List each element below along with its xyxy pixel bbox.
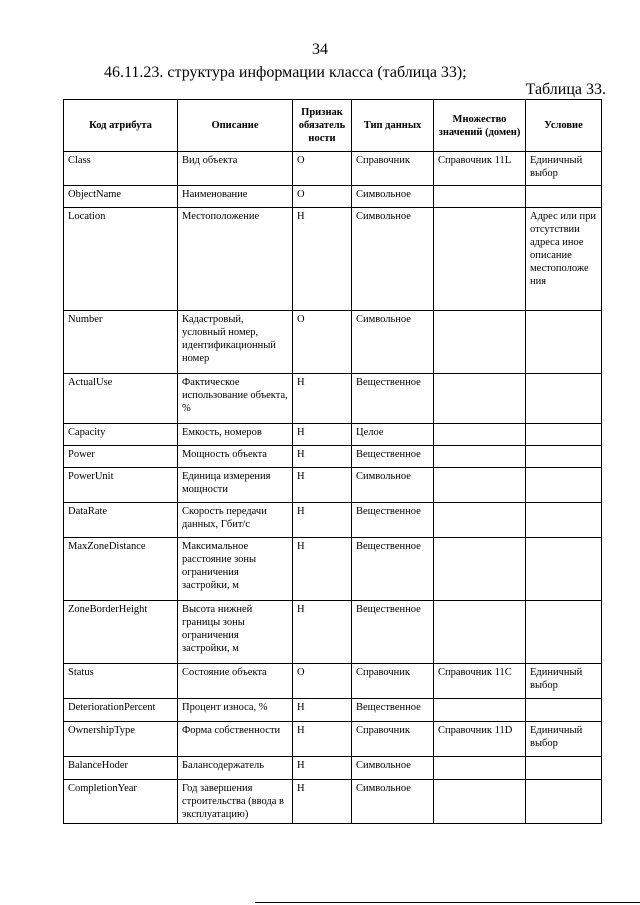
cell-attribute-code: ZoneBorderHeight xyxy=(64,601,178,664)
cell-domain xyxy=(434,446,526,468)
cell-condition xyxy=(526,757,602,780)
table-row xyxy=(64,699,602,722)
cell-required-flag: О xyxy=(293,664,352,699)
cell-description: Кадастровый, условный номер, идентификационный номер xyxy=(178,311,293,374)
cell-attribute-code: DataRate xyxy=(64,503,178,538)
cell-attribute-code: Capacity xyxy=(64,424,178,446)
header-attribute-code: Код атрибута xyxy=(64,100,178,152)
cell-data-type: Справочник xyxy=(352,152,434,186)
cell-attribute-code: OwnershipType xyxy=(64,722,178,757)
cell-attribute-code: Number xyxy=(64,311,178,374)
cell-domain xyxy=(434,208,526,311)
table-row xyxy=(64,311,602,374)
cell-domain xyxy=(434,468,526,503)
cell-condition: Единичный выбор xyxy=(526,722,602,757)
cell-condition xyxy=(526,538,602,601)
cell-required-flag: Н xyxy=(293,468,352,503)
cell-required-flag: Н xyxy=(293,208,352,311)
cell-condition xyxy=(526,186,602,208)
table-row xyxy=(64,468,602,503)
cell-domain xyxy=(434,503,526,538)
cell-domain xyxy=(434,601,526,664)
cell-description: Местоположение xyxy=(178,208,293,311)
header-domain: Множество значений (домен) xyxy=(434,100,526,152)
cell-data-type: Символьное xyxy=(352,780,434,824)
header-required-flag: Признак обязатель ности xyxy=(293,100,352,152)
cell-attribute-code: DeteriorationPercent xyxy=(64,699,178,722)
cell-description: Скорость передачи данных, Гбит/с xyxy=(178,503,293,538)
cell-data-type: Вещественное xyxy=(352,446,434,468)
cell-attribute-code: Power xyxy=(64,446,178,468)
cell-description: Состояние объекта xyxy=(178,664,293,699)
cell-data-type: Вещественное xyxy=(352,699,434,722)
table-row xyxy=(64,664,602,699)
header-data-type: Тип данных xyxy=(352,100,434,152)
cell-condition xyxy=(526,446,602,468)
cell-description: Балансодержатель xyxy=(178,757,293,780)
cell-data-type: Вещественное xyxy=(352,374,434,424)
header-description: Описание xyxy=(178,100,293,152)
cell-required-flag: Н xyxy=(293,722,352,757)
cell-attribute-code: Status xyxy=(64,664,178,699)
table-row xyxy=(64,208,602,311)
cell-domain xyxy=(434,374,526,424)
cell-data-type: Символьное xyxy=(352,186,434,208)
cell-data-type: Справочник xyxy=(352,664,434,699)
cell-required-flag: Н xyxy=(293,538,352,601)
cell-description: Единица измерения мощности xyxy=(178,468,293,503)
page-number: 34 xyxy=(312,41,328,58)
cell-description: Вид объекта xyxy=(178,152,293,186)
table-row xyxy=(64,538,602,601)
cell-condition xyxy=(526,374,602,424)
cell-data-type: Вещественное xyxy=(352,538,434,601)
cell-condition xyxy=(526,601,602,664)
cell-attribute-code: BalanceHoder xyxy=(64,757,178,780)
cell-domain xyxy=(434,699,526,722)
section-heading: 46.11.23. структура информации класса (таблица 33); xyxy=(104,64,467,81)
cell-condition: Единичный выбор xyxy=(526,152,602,186)
cell-required-flag: Н xyxy=(293,446,352,468)
cell-domain: Справочник 11D xyxy=(434,722,526,757)
table-row xyxy=(64,186,602,208)
cell-required-flag: Н xyxy=(293,699,352,722)
cell-description: Процент износа, % xyxy=(178,699,293,722)
cell-domain xyxy=(434,186,526,208)
page-bottom-rule xyxy=(255,902,640,903)
table-header-row xyxy=(64,100,602,152)
attributes-table xyxy=(63,99,602,824)
table-row xyxy=(64,152,602,186)
cell-domain xyxy=(434,424,526,446)
cell-description: Фактическое использование объекта, % xyxy=(178,374,293,424)
cell-condition xyxy=(526,780,602,824)
cell-description: Емкость, номеров xyxy=(178,424,293,446)
table-row xyxy=(64,503,602,538)
cell-required-flag: Н xyxy=(293,374,352,424)
table-caption: Таблица 33. xyxy=(525,81,606,98)
cell-attribute-code: CompletionYear xyxy=(64,780,178,824)
cell-required-flag: Н xyxy=(293,601,352,664)
cell-condition xyxy=(526,503,602,538)
cell-required-flag: Н xyxy=(293,503,352,538)
cell-required-flag: Н xyxy=(293,424,352,446)
cell-required-flag: Н xyxy=(293,757,352,780)
table-body xyxy=(64,152,602,824)
table-row xyxy=(64,424,602,446)
cell-required-flag: О xyxy=(293,186,352,208)
cell-required-flag: О xyxy=(293,152,352,186)
cell-description: Форма собственности xyxy=(178,722,293,757)
cell-data-type: Вещественное xyxy=(352,601,434,664)
cell-condition xyxy=(526,468,602,503)
cell-attribute-code: ActualUse xyxy=(64,374,178,424)
header-condition: Условие xyxy=(526,100,602,152)
cell-description: Мощность объекта xyxy=(178,446,293,468)
cell-description: Высота нижней границы зоны ограничения застройки, м xyxy=(178,601,293,664)
cell-attribute-code: Class xyxy=(64,152,178,186)
cell-domain xyxy=(434,780,526,824)
cell-condition xyxy=(526,699,602,722)
cell-description: Максимальное расстояние зоны ограничения застройки, м xyxy=(178,538,293,601)
cell-data-type: Символьное xyxy=(352,311,434,374)
cell-data-type: Целое xyxy=(352,424,434,446)
cell-attribute-code: PowerUnit xyxy=(64,468,178,503)
cell-domain: Справочник 11С xyxy=(434,664,526,699)
cell-data-type: Вещественное xyxy=(352,503,434,538)
cell-condition: Адрес или при отсутствии адреса иное описание местоположе ния xyxy=(526,208,602,311)
cell-attribute-code: Location xyxy=(64,208,178,311)
cell-data-type: Символьное xyxy=(352,208,434,311)
table-row xyxy=(64,757,602,780)
cell-domain xyxy=(434,538,526,601)
cell-domain xyxy=(434,757,526,780)
table-row xyxy=(64,780,602,824)
cell-data-type: Символьное xyxy=(352,468,434,503)
table-row xyxy=(64,722,602,757)
table-row xyxy=(64,446,602,468)
table-row xyxy=(64,601,602,664)
table-row xyxy=(64,374,602,424)
cell-data-type: Символьное xyxy=(352,757,434,780)
cell-description: Наименование xyxy=(178,186,293,208)
cell-condition xyxy=(526,311,602,374)
cell-required-flag: О xyxy=(293,311,352,374)
cell-description: Год завершения строительства (ввода в эксплуатацию) xyxy=(178,780,293,824)
cell-domain: Справочник 11L xyxy=(434,152,526,186)
cell-condition xyxy=(526,424,602,446)
cell-domain xyxy=(434,311,526,374)
cell-condition: Единичный выбор xyxy=(526,664,602,699)
cell-data-type: Справочник xyxy=(352,722,434,757)
cell-attribute-code: ObjectName xyxy=(64,186,178,208)
cell-required-flag: Н xyxy=(293,780,352,824)
cell-attribute-code: MaxZoneDistance xyxy=(64,538,178,601)
